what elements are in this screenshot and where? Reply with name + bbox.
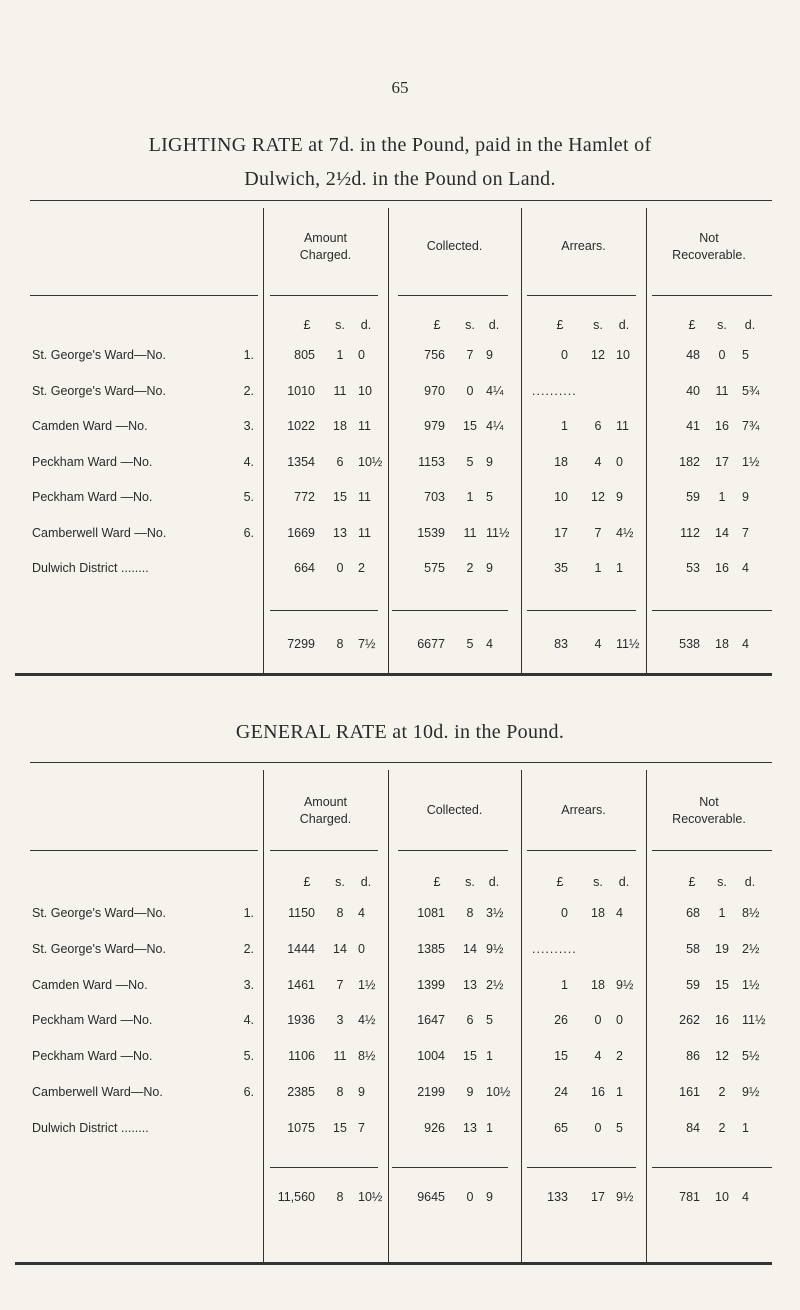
charged-shillings: 8	[336, 1085, 344, 1099]
charged-shillings: 3	[336, 1013, 344, 1028]
charged-shillings: 0	[336, 561, 344, 575]
arrears-pence: 5	[616, 1120, 623, 1135]
charged-pence: 0	[358, 348, 365, 362]
collected-shillings: 15	[463, 419, 477, 433]
not-recoverable-pounds: 68	[686, 906, 700, 920]
column-header-line: Not	[699, 231, 719, 245]
bottom-rule	[15, 1262, 772, 1265]
collected-pounds: 1153	[418, 454, 445, 469]
not-recoverable-shillings: 16	[715, 419, 729, 433]
column-header	[521, 238, 646, 255]
ward-name: Peckham Ward —No.	[32, 490, 153, 504]
collected-pounds: 703	[424, 490, 445, 504]
total-collected-pounds: 6677	[417, 637, 445, 651]
charged-pounds: 1075	[287, 1120, 315, 1135]
charged-pence: 0	[358, 941, 365, 956]
arrears-pence: 11	[616, 419, 629, 433]
collected-pounds: 1004	[417, 1049, 445, 1064]
arrears-shillings: 0	[594, 1013, 602, 1028]
pound-unit: £	[303, 875, 311, 889]
charged-pence: 7	[358, 1120, 365, 1135]
arrears-pence: 1	[616, 561, 623, 575]
total-rule	[392, 1167, 508, 1168]
total-charged-pence: 7½	[358, 637, 376, 651]
arrears-pounds: 26	[554, 1013, 568, 1028]
not-recoverable-pence: 8½	[742, 906, 760, 920]
not-recoverable-pence: 7¾	[742, 419, 760, 433]
pence-unit: d.	[618, 875, 630, 889]
general-title-line1: GENERAL RATE at 10d. in the Pound.	[235, 721, 565, 743]
header-rule	[398, 850, 508, 851]
arrears-pence: 2	[616, 1049, 623, 1064]
not-recoverable-pence: 9	[742, 490, 749, 504]
not-recoverable-pence: 1½	[742, 977, 760, 992]
charged-pence: 10½	[358, 454, 383, 469]
arrears-pounds: 24	[554, 1085, 568, 1099]
arrears-shillings: 16	[591, 1085, 605, 1099]
pence-unit: d.	[744, 875, 756, 889]
collected-pence: 9½	[486, 941, 504, 956]
arrears-shillings: 4	[594, 454, 602, 469]
charged-shillings: 11	[333, 1049, 347, 1064]
total-not-recoverable-pounds: 781	[679, 1190, 700, 1204]
collected-shillings: 8	[466, 906, 474, 920]
collected-pence: 1	[486, 1120, 493, 1135]
header-rule	[527, 850, 636, 851]
arrears-pence: 4	[616, 906, 623, 920]
collected-shillings: 13	[463, 1120, 477, 1135]
column-header-line: Amount	[303, 795, 348, 809]
pence-unit: d.	[488, 875, 500, 889]
header-rule	[527, 295, 636, 296]
column-header-line: Collected.	[426, 803, 483, 817]
collected-pence: 3½	[486, 906, 504, 920]
collected-shillings: 9	[466, 1085, 474, 1099]
ward-name: Camden Ward —No.	[32, 977, 148, 992]
top-rule	[30, 200, 772, 201]
shilling-unit: s.	[465, 318, 475, 332]
not-recoverable-shillings: 16	[715, 1013, 729, 1028]
charged-pounds: 1461	[287, 977, 315, 992]
charged-pounds: 772	[294, 490, 315, 504]
collected-pounds: 1081	[417, 906, 445, 920]
header-rule	[270, 850, 378, 851]
total-rule	[270, 1167, 378, 1168]
charged-pounds: 1354	[287, 454, 315, 469]
not-recoverable-pence: 1	[742, 1120, 749, 1135]
total-arrears-pence: 11½	[616, 637, 640, 651]
arrears-none: ..........	[532, 941, 577, 956]
not-recoverable-shillings: 15	[715, 977, 729, 992]
not-recoverable-pence: 1½	[742, 454, 760, 469]
charged-shillings: 14	[333, 941, 347, 956]
collected-shillings: 15	[463, 1049, 477, 1064]
not-recoverable-pounds: 86	[686, 1049, 700, 1064]
not-recoverable-shillings: 2	[718, 1085, 726, 1099]
total-rule	[652, 610, 772, 611]
not-recoverable-pounds: 59	[686, 977, 700, 992]
lighting-title-line1: LIGHTING RATE at 7d. in the Pound, paid in the Hamlet of	[148, 134, 652, 156]
pence-unit: d.	[360, 318, 372, 332]
column-divider	[263, 208, 264, 673]
not-recoverable-pounds: 53	[686, 561, 700, 575]
shilling-unit: s.	[465, 875, 475, 889]
arrears-shillings: 4	[594, 1049, 602, 1064]
charged-pence: 10	[358, 383, 372, 398]
column-divider	[388, 208, 389, 673]
collected-pence: 2½	[486, 977, 504, 992]
collected-pounds: 1539	[417, 525, 445, 540]
header-rule	[30, 850, 258, 851]
arrears-shillings: 0	[594, 1120, 602, 1135]
collected-pence: 5	[486, 490, 493, 504]
total-arrears-pence: 9½	[616, 1190, 634, 1204]
not-recoverable-shillings: 1	[718, 906, 726, 920]
arrears-pounds: 0	[561, 906, 568, 920]
pound-unit: £	[556, 318, 564, 332]
arrears-pounds: 17	[554, 525, 568, 540]
charged-shillings: 7	[336, 977, 344, 992]
ward-number: 4.	[243, 1013, 254, 1028]
total-collected-pence: 4	[486, 637, 493, 651]
column-header-line: Charged.	[299, 248, 352, 262]
not-recoverable-pounds: 262	[679, 1013, 700, 1028]
collected-shillings: 2	[466, 561, 474, 575]
ward-name: Dulwich District ........	[32, 561, 149, 575]
not-recoverable-pounds: 59	[686, 490, 700, 504]
total-arrears-shillings: 4	[594, 637, 602, 651]
column-header-line: Recoverable.	[672, 248, 746, 262]
total-not-recoverable-pence: 4	[742, 637, 749, 651]
ward-number: 3.	[243, 977, 254, 992]
shilling-unit: s.	[335, 875, 345, 889]
charged-pounds: 664	[294, 561, 315, 575]
header-rule	[270, 295, 378, 296]
column-header	[521, 802, 646, 819]
column-header	[263, 794, 388, 828]
charged-pence: 4	[358, 906, 365, 920]
total-rule	[392, 610, 508, 611]
pound-unit: £	[688, 318, 696, 332]
not-recoverable-shillings: 0	[718, 348, 726, 362]
not-recoverable-pounds: 112	[680, 525, 700, 540]
collected-pence: 9	[486, 348, 493, 362]
charged-pounds: 1936	[287, 1013, 315, 1028]
header-rule	[30, 295, 258, 296]
column-header	[263, 230, 388, 264]
not-recoverable-pounds: 182	[679, 454, 700, 469]
not-recoverable-shillings: 2	[718, 1120, 726, 1135]
charged-pence: 1½	[358, 977, 376, 992]
ward-number: 4.	[243, 454, 254, 469]
charged-pounds: 805	[294, 348, 315, 362]
arrears-pence: 4½	[616, 525, 634, 540]
charged-pounds: 1022	[287, 419, 315, 433]
not-recoverable-pence: 11½	[742, 1013, 766, 1028]
not-recoverable-pounds: 58	[686, 941, 700, 956]
total-arrears-pounds: 133	[547, 1190, 568, 1204]
total-not-recoverable-pounds: 538	[679, 637, 700, 651]
charged-pence: 2	[358, 561, 365, 575]
charged-shillings: 15	[333, 490, 347, 504]
column-header	[388, 802, 521, 819]
total-charged-pounds: 7299	[287, 637, 315, 651]
collected-pounds: 970	[424, 383, 445, 398]
arrears-shillings: 1	[594, 561, 602, 575]
not-recoverable-shillings: 17	[715, 454, 729, 469]
pound-unit: £	[433, 318, 441, 332]
ward-number: 3.	[243, 419, 254, 433]
arrears-none: ..........	[532, 383, 577, 398]
collected-pence: 10½	[486, 1085, 511, 1099]
charged-pounds: 2385	[287, 1085, 315, 1099]
ward-name: Peckham Ward —No.	[32, 1049, 153, 1064]
collected-pence: 4¼	[486, 419, 504, 433]
total-arrears-shillings: 17	[591, 1190, 605, 1204]
arrears-shillings: 18	[591, 977, 605, 992]
ward-name: St. George's Ward—No.	[32, 941, 166, 956]
ward-number: 2.	[243, 383, 254, 398]
shilling-unit: s.	[593, 875, 603, 889]
total-not-recoverable-pence: 4	[742, 1190, 749, 1204]
pence-unit: d.	[618, 318, 630, 332]
ward-name: Dulwich District ........	[32, 1120, 149, 1135]
collected-pence: 11½	[486, 525, 510, 540]
shilling-unit: s.	[717, 875, 727, 889]
collected-pounds: 756	[424, 348, 445, 362]
not-recoverable-pence: 4	[742, 561, 749, 575]
arrears-shillings: 12	[591, 348, 605, 362]
not-recoverable-pounds: 48	[686, 348, 700, 362]
column-header-line: Recoverable.	[672, 812, 746, 826]
column-header	[646, 794, 772, 828]
collected-pence: 5	[486, 1013, 493, 1028]
total-collected-shillings: 5	[466, 637, 474, 651]
charged-pounds: 1010	[287, 383, 315, 398]
total-not-recoverable-shillings: 18	[715, 637, 729, 651]
ward-number: 1.	[243, 348, 254, 362]
charged-shillings: 15	[333, 1120, 347, 1135]
shilling-unit: s.	[717, 318, 727, 332]
ward-name: St. George's Ward—No.	[32, 906, 166, 920]
total-charged-pounds: 11,560	[277, 1190, 315, 1204]
charged-pence: 4½	[358, 1013, 376, 1028]
collected-shillings: 14	[463, 941, 477, 956]
not-recoverable-pence: 2½	[742, 941, 760, 956]
arrears-shillings: 18	[591, 906, 605, 920]
shilling-unit: s.	[593, 318, 603, 332]
column-header	[646, 230, 772, 264]
collected-pounds: 1385	[417, 941, 445, 956]
collected-pounds: 575	[424, 561, 445, 575]
arrears-pence: 0	[616, 1013, 623, 1028]
arrears-pence: 1	[616, 1085, 623, 1099]
ward-number: 1.	[243, 906, 254, 920]
not-recoverable-shillings: 11	[715, 383, 729, 398]
collected-pounds: 1399	[417, 977, 445, 992]
arrears-pounds: 0	[561, 348, 568, 362]
arrears-shillings: 6	[594, 419, 602, 433]
ward-name: Camberwell Ward —No.	[32, 525, 167, 540]
arrears-shillings: 7	[594, 525, 602, 540]
arrears-pence: 9	[616, 490, 623, 504]
charged-pence: 9	[358, 1085, 365, 1099]
bottom-rule	[15, 673, 772, 676]
total-rule	[527, 1167, 636, 1168]
not-recoverable-pence: 9½	[742, 1085, 760, 1099]
not-recoverable-pence: 5½	[742, 1049, 760, 1064]
ward-name: Camberwell Ward—No.	[32, 1085, 163, 1099]
not-recoverable-pounds: 40	[686, 383, 700, 398]
column-divider	[646, 208, 647, 673]
collected-pounds: 979	[424, 419, 445, 433]
charged-pounds: 1150	[288, 906, 315, 920]
shilling-unit: s.	[335, 318, 345, 332]
charged-shillings: 18	[333, 419, 347, 433]
pound-unit: £	[556, 875, 564, 889]
pence-unit: d.	[488, 318, 500, 332]
collected-pence: 1	[486, 1049, 493, 1064]
ward-name: Peckham Ward —No.	[32, 1013, 153, 1028]
total-charged-shillings: 8	[336, 1190, 344, 1204]
arrears-pounds: 15	[554, 1049, 568, 1064]
ward-number: 5.	[243, 490, 254, 504]
charged-pence: 11	[358, 490, 371, 504]
not-recoverable-pence: 5	[742, 348, 749, 362]
total-collected-pounds: 9645	[417, 1190, 445, 1204]
charged-shillings: 8	[336, 906, 344, 920]
column-divider	[521, 208, 522, 673]
not-recoverable-shillings: 19	[715, 941, 729, 956]
column-header-line: Collected.	[426, 239, 483, 253]
collected-shillings: 13	[463, 977, 477, 992]
collected-pounds: 926	[424, 1120, 445, 1135]
column-header-line: Amount	[303, 231, 348, 245]
charged-shillings: 11	[333, 383, 347, 398]
pound-unit: £	[303, 318, 311, 332]
pound-unit: £	[433, 875, 441, 889]
ward-number: 2.	[243, 941, 254, 956]
ward-number: 5.	[243, 1049, 254, 1064]
charged-pounds: 1106	[288, 1049, 315, 1064]
header-rule	[652, 850, 772, 851]
column-header-line: Arrears.	[561, 803, 606, 817]
charged-pounds: 1669	[287, 525, 315, 540]
not-recoverable-pounds: 41	[686, 419, 700, 433]
total-collected-shillings: 0	[466, 1190, 474, 1204]
collected-pounds: 1647	[417, 1013, 445, 1028]
top-rule	[30, 762, 772, 763]
arrears-pence: 10	[616, 348, 630, 362]
column-header-line: Arrears.	[561, 239, 606, 253]
collected-pence: 9	[486, 454, 493, 469]
not-recoverable-pence: 7	[742, 525, 749, 540]
charged-pence: 8½	[358, 1049, 376, 1064]
charged-pence: 11	[358, 525, 371, 540]
arrears-pence: 0	[616, 454, 623, 469]
total-not-recoverable-shillings: 10	[715, 1190, 729, 1204]
header-rule	[398, 295, 508, 296]
header-rule	[652, 295, 772, 296]
collected-pence: 9	[486, 561, 493, 575]
charged-shillings: 13	[333, 525, 347, 540]
ward-name: St. George's Ward—No.	[32, 383, 166, 398]
total-arrears-pounds: 83	[554, 637, 568, 651]
total-collected-pence: 9	[486, 1190, 493, 1204]
not-recoverable-shillings: 12	[715, 1049, 729, 1064]
arrears-shillings: 12	[591, 490, 605, 504]
arrears-pounds: 10	[554, 490, 568, 504]
pence-unit: d.	[744, 318, 756, 332]
total-rule	[527, 610, 636, 611]
general-rate-title	[30, 715, 770, 749]
not-recoverable-pence: 5¾	[742, 383, 760, 398]
total-charged-pence: 10½	[358, 1190, 383, 1204]
column-header	[388, 238, 521, 255]
charged-shillings: 6	[336, 454, 344, 469]
collected-shillings: 11	[463, 525, 477, 540]
pence-unit: d.	[360, 875, 372, 889]
collected-pence: 4¼	[486, 383, 504, 398]
ward-number: 6.	[243, 1085, 254, 1099]
ward-name: Peckham Ward —No.	[32, 454, 153, 469]
total-rule	[652, 1167, 772, 1168]
not-recoverable-shillings: 14	[715, 525, 729, 540]
arrears-pounds: 65	[554, 1120, 568, 1135]
ward-number: 6.	[243, 525, 254, 540]
not-recoverable-pounds: 161	[679, 1085, 700, 1099]
lighting-title-line2: Dulwich, 2½d. in the Pound on Land.	[244, 168, 556, 190]
page-number: 65	[391, 78, 409, 97]
ward-name: St. George's Ward—No.	[32, 348, 166, 362]
total-charged-shillings: 8	[336, 637, 344, 651]
collected-shillings: 0	[466, 383, 474, 398]
not-recoverable-pounds: 84	[686, 1120, 700, 1135]
lighting-rate-title	[30, 128, 770, 196]
collected-shillings: 5	[466, 454, 474, 469]
arrears-pounds: 1	[561, 419, 568, 433]
not-recoverable-shillings: 16	[715, 561, 729, 575]
total-rule	[270, 610, 378, 611]
arrears-pence: 9½	[616, 977, 634, 992]
charged-pounds: 1444	[287, 941, 315, 956]
pound-unit: £	[688, 875, 696, 889]
arrears-pounds: 35	[554, 561, 568, 575]
collected-shillings: 1	[466, 490, 474, 504]
charged-pence: 11	[358, 419, 371, 433]
ward-name: Camden Ward —No.	[32, 419, 148, 433]
arrears-pounds: 18	[554, 454, 568, 469]
collected-pounds: 2199	[417, 1085, 445, 1099]
charged-shillings: 1	[336, 348, 344, 362]
arrears-pounds: 1	[561, 977, 568, 992]
collected-shillings: 7	[466, 348, 474, 362]
column-header-line: Charged.	[299, 812, 352, 826]
column-header-line: Not	[699, 795, 719, 809]
not-recoverable-shillings: 1	[718, 490, 726, 504]
collected-shillings: 6	[466, 1013, 474, 1028]
